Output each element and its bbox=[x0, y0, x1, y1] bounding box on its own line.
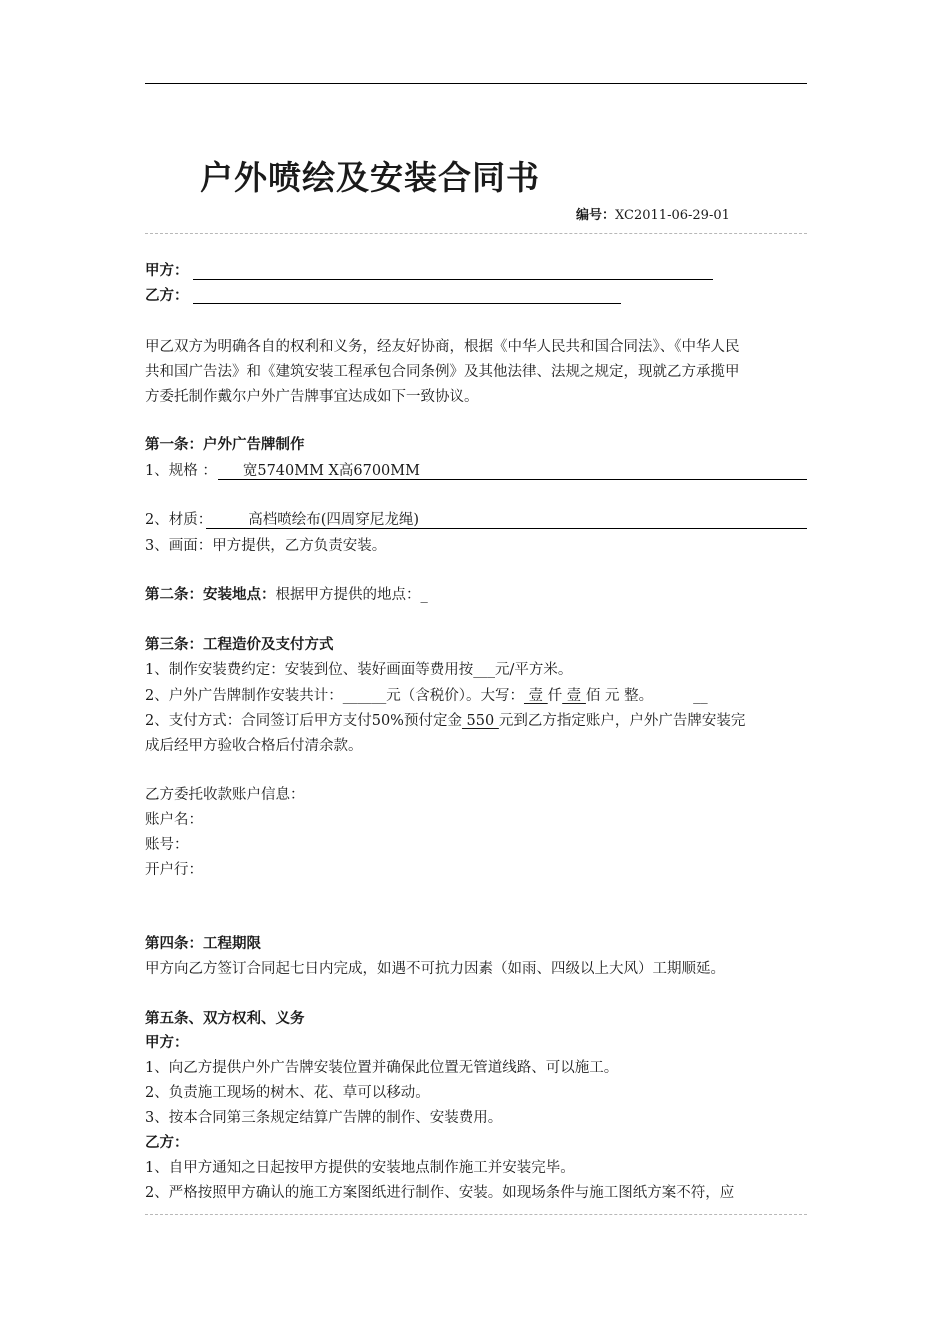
article-1-spec bbox=[145, 459, 420, 484]
intro-line-1: 甲乙双方为明确各自的权利和义务，经友好协商，根据《中华人民共和国合同法》、《中华人民 bbox=[145, 339, 740, 355]
document-number-label: 编号： bbox=[576, 208, 616, 223]
article-2-text: 根据甲方提供的地点：_ bbox=[275, 587, 428, 603]
party-b-label: 乙方： bbox=[145, 288, 189, 304]
account-bank: 开户行： bbox=[145, 862, 203, 878]
material-value: 高档喷绘布(四周穿尼龙绳) bbox=[248, 512, 420, 528]
amount-unit-2: 佰 元 整。 bbox=[585, 688, 654, 704]
document-number bbox=[576, 204, 730, 223]
amount-digit-1: 壹 bbox=[523, 688, 548, 704]
article-5-b2: 2、严格按照甲方确认的施工方案图纸进行制作、安装。如现场条件与施工图纸方案不符，应 bbox=[145, 1185, 735, 1201]
article-3-item-3 bbox=[145, 709, 745, 734]
spec-underline bbox=[218, 479, 807, 480]
spec-value: 宽5740MM X高6700MM bbox=[242, 463, 420, 479]
article-5-party-b: 乙方： bbox=[145, 1135, 189, 1151]
document-number-value: XC2011-06-29-01 bbox=[615, 208, 730, 223]
article-4-text: 甲方向乙方签订合同起七日内完成，如遇不可抗力因素（如雨、四级以上大风）工期顺延。 bbox=[145, 961, 725, 977]
account-intro: 乙方委托收款账户信息： bbox=[145, 787, 305, 803]
article-5-a2: 2、负责施工现场的树木、花、草可以移动。 bbox=[145, 1085, 430, 1101]
party-b-blank bbox=[193, 303, 621, 304]
header-divider bbox=[145, 233, 807, 234]
article-2 bbox=[145, 583, 428, 608]
payment-text: 2、支付方式：合同签订后甲方支付50%预付定金 bbox=[145, 713, 462, 729]
article-5-a1: 1、向乙方提供户外广告牌安装位置并确保此位置无管道线路、可以施工。 bbox=[145, 1060, 619, 1076]
article-5-b1: 1、自甲方通知之日起按甲方提供的安装地点制作施工并安装完毕。 bbox=[145, 1160, 575, 1176]
article-1-material bbox=[145, 508, 419, 533]
spec-label: 1、规格 ： bbox=[145, 463, 217, 479]
article-3-heading: 第三条：工程造价及支付方式 bbox=[145, 637, 334, 653]
article-3-item-3-line-2: 成后经甲方验收合格后付清余款。 bbox=[145, 738, 363, 754]
article-1-picture: 3、画面：甲方提供，乙方负责安装。 bbox=[145, 538, 387, 554]
footer-divider bbox=[145, 1214, 807, 1215]
amount-tail: __ bbox=[693, 688, 708, 704]
article-5-a3: 3、按本合同第三条规定结算广告牌的制作、安装费用。 bbox=[145, 1110, 503, 1126]
amount-unit-1: 仟 bbox=[547, 688, 563, 704]
amount-digit-2: 壹 bbox=[562, 688, 586, 704]
article-5-heading: 第五条、双方权利、义务 bbox=[145, 1011, 305, 1027]
intro-line-2: 共和国广告法》和《建筑安装工程承包合同条例》及其他法律、法规之规定，现就乙方承揽甲 bbox=[145, 364, 740, 380]
article-3-item-1: 1、制作安装费约定：安装到位、装好画面等费用按___元/平方米。 bbox=[145, 662, 573, 678]
party-a-label: 甲方： bbox=[145, 263, 189, 279]
material-underline bbox=[206, 528, 807, 529]
party-a-blank bbox=[193, 279, 713, 280]
article-2-heading: 第二条：安装地点： bbox=[145, 587, 276, 603]
article-1-heading: 第一条：户外广告牌制作 bbox=[145, 437, 305, 453]
material-label: 2、材质： bbox=[145, 512, 213, 528]
document-title: 户外喷绘及安装合同书 bbox=[200, 158, 540, 197]
intro-line-3: 方委托制作戴尔户外广告牌事宜达成如下一致协议。 bbox=[145, 389, 479, 405]
article-4-heading: 第四条：工程期限 bbox=[145, 936, 261, 952]
item-2-text: 2、户外广告牌制作安装共计：______元（含税价）。大写： bbox=[145, 688, 524, 704]
header-rule bbox=[145, 83, 807, 84]
payment-text-rest: 元到乙方指定账户，户外广告牌安装完 bbox=[498, 713, 746, 729]
article-3-item-2 bbox=[145, 684, 708, 709]
article-5-party-a: 甲方： bbox=[145, 1035, 189, 1051]
account-number: 账号： bbox=[145, 837, 189, 853]
deposit-amount: 550 bbox=[461, 713, 499, 729]
account-name: 账户名： bbox=[145, 812, 203, 828]
